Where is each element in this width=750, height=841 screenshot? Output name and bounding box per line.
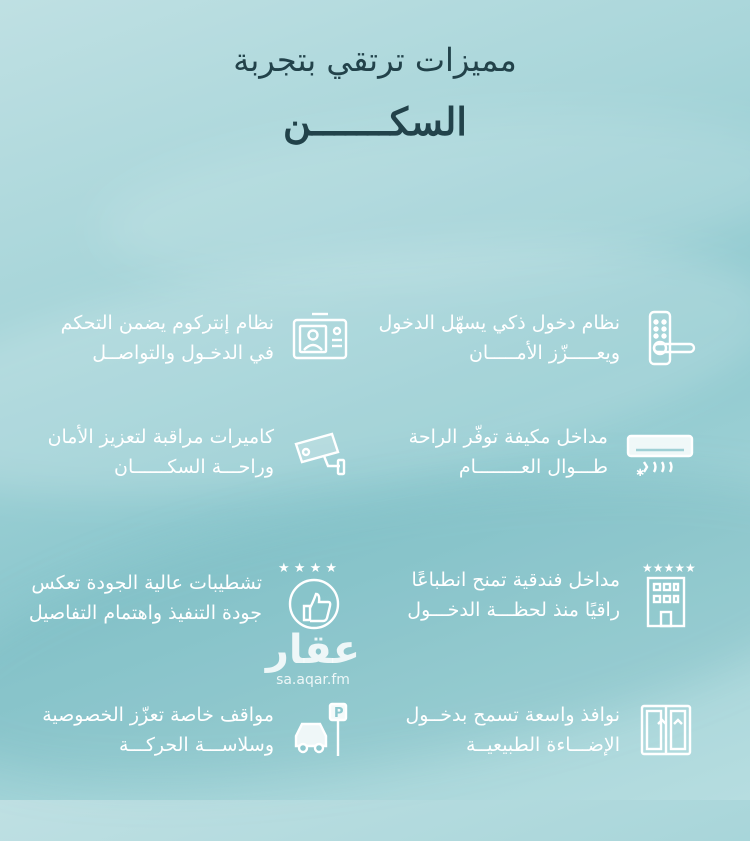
feature-line: كاميرات مراقبة لتعزيز الأمان <box>47 426 274 448</box>
feature-line: الإضـــاءة الطبيعيــة <box>465 734 620 756</box>
air-conditioner-icon <box>622 420 698 484</box>
feature-line: نوافذ واسعة تسمح بدخــول <box>405 704 620 726</box>
feature-line: مداخل مكيفة توفّر الراحة <box>408 426 608 448</box>
feature-line: مواقف خاصة تعزّز الخصوصية <box>42 704 274 726</box>
feature-quality-finishes <box>29 560 352 636</box>
feature-wide-windows <box>405 698 698 762</box>
watermark-url: sa.aqar.fm <box>276 672 350 688</box>
feature-line: جودة التنفيذ واهتمام التفاصيل <box>28 602 262 624</box>
feature-line: وسلاســـة الحركـــة <box>118 734 274 756</box>
hotel-icon <box>634 560 698 630</box>
watermark-brand: عقار <box>265 627 361 673</box>
feature-hotel-entrances <box>407 560 698 630</box>
watermark-logo <box>258 628 368 688</box>
parking-icon <box>288 698 352 762</box>
page-header <box>0 38 750 148</box>
security-camera-icon <box>288 420 352 484</box>
feature-line: في الدخـول والتواصــل <box>92 342 274 364</box>
feature-line: نظام دخول ذكي يسهّل الدخول <box>378 312 620 334</box>
intercom-icon <box>288 306 352 370</box>
page-title: مميزات ترتقي بتجربة <box>233 41 517 79</box>
feature-line: طـــوال العــــــــام <box>458 456 608 478</box>
feature-line: مداخل فندقية تمنح انطباعًا <box>411 569 620 591</box>
svg-text:★★★★★: ★★★★★ <box>642 561 696 575</box>
smart-lock-icon <box>634 306 698 370</box>
svg-text:✱: ✱ <box>636 468 645 479</box>
window-icon <box>634 698 698 762</box>
feature-intercom <box>61 306 352 370</box>
feature-line: تشطيبات عالية الجودة تعكس <box>31 572 262 594</box>
page-subtitle: السكـــــــن <box>283 99 467 144</box>
feature-security-cameras <box>48 420 352 484</box>
feature-line: نظام إنتركوم يضمن التحكم <box>60 312 274 334</box>
background-wave <box>0 198 750 541</box>
feature-smart-entry <box>378 306 698 370</box>
quality-finish-icon <box>276 560 352 636</box>
feature-private-parking <box>42 698 352 762</box>
feature-line: راقيًا منذ لحظـــة الدخـــول <box>407 599 620 621</box>
svg-text:P: P <box>334 706 344 721</box>
feature-line: وراحـــة السكــــــان <box>114 456 274 478</box>
svg-text:★ ★ ★ ★: ★ ★ ★ ★ <box>278 561 338 576</box>
feature-air-conditioning <box>409 420 698 484</box>
feature-line: ويعـــــزّز الأمـــــان <box>468 342 620 364</box>
